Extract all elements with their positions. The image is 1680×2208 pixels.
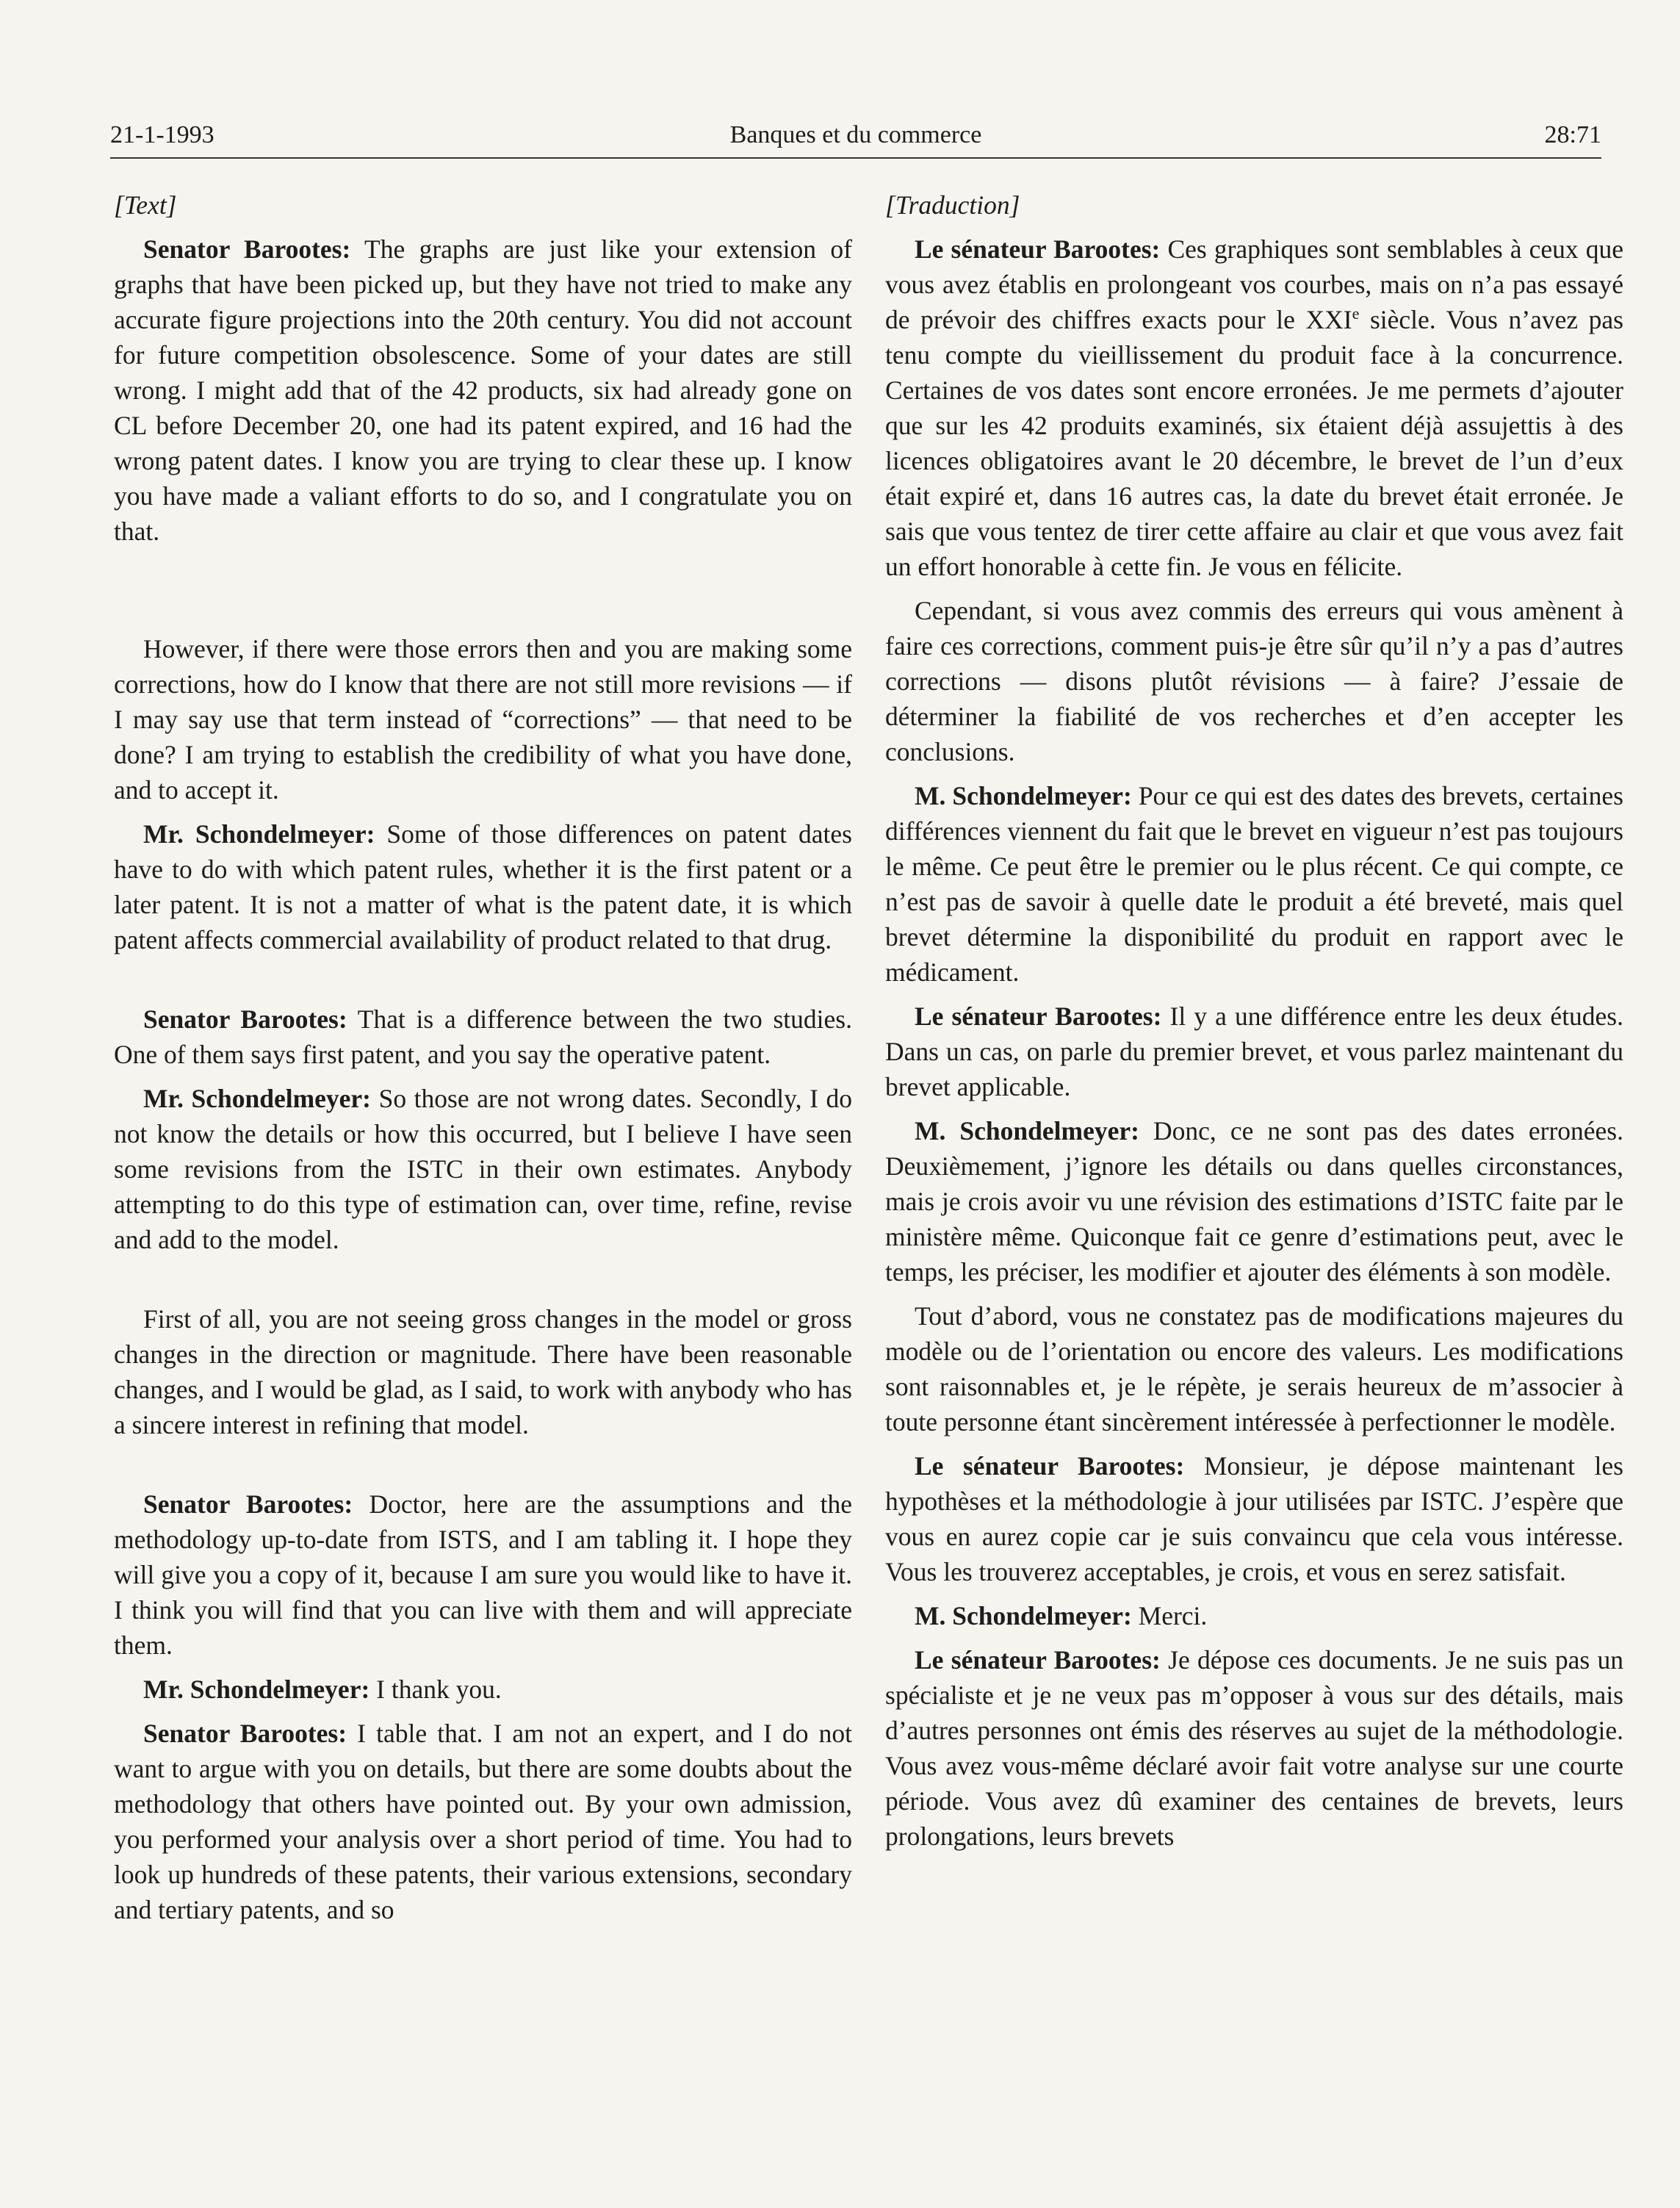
paragraph bbox=[885, 593, 1623, 769]
paragraph bbox=[114, 1672, 852, 1707]
speech-text: siècle. Vous n’avez pas tenu compte du vieillissement du produit face à la concurrence. Certaines de vos dates sont encore erronées. Je me permets d’ajouter que sur les 42 produits examinés, six étaient déjà assujettis à des licences obligatoires avant le 20 décembre, le brevet de l’un d’eux était expiré et, dans 16 autres cas, la date du brevet était erronée. Je sais que vous tentez de tirer cette affaire au clair et que vous avez fait un effort honorable à cette fin. Je vous en félicite. bbox=[885, 305, 1623, 581]
paragraph bbox=[885, 1642, 1623, 1854]
header-date: 21-1-1993 bbox=[110, 121, 214, 148]
paragraph bbox=[114, 1001, 852, 1072]
speech-text: So those are not wrong dates. Secondly, I do not know the details or how this occurred, but I believe I have seen some revisions from the ISTC in their own estimates. Anybody attempting to do this type of estimation can, over time, refine, revise and add to the model. bbox=[114, 1084, 852, 1254]
paragraph bbox=[885, 999, 1623, 1104]
english-column bbox=[114, 187, 852, 1927]
speech-text: Some of those differences on patent dates have to do with which patent rules, whether it is the first patent or a later patent. It is not a matter of what is the patent date, it is which patent affects commercial availability of product related to that drug. bbox=[114, 819, 852, 954]
speaker-name: Senator Barootes: bbox=[143, 1719, 347, 1748]
header-title: Banques et du commerce bbox=[729, 121, 982, 148]
superscript: e bbox=[1352, 304, 1360, 323]
paragraph bbox=[114, 1486, 852, 1663]
paragraph bbox=[885, 1448, 1623, 1589]
speech-text: Merci. bbox=[1131, 1601, 1208, 1630]
speech-text: Ces graphiques sont semblables à ceux que vous avez établis en prolongeant vos courbes, mais on n’a pas essayé de prévoir des chiffres exacts pour le XXI bbox=[885, 234, 1623, 334]
speaker-name: M. Schondelmeyer: bbox=[915, 1601, 1132, 1630]
speech-text: Donc, ce ne sont pas des dates erronées. Deuxièmement, j’ignore les détails ou dans quelles circonstances, mais je crois avoir vu une révision des estimations d’ISTC faite par le ministère même. Quiconque fait ce genre d’estimations peut, avec le temps, les préciser, les modifier et ajouter des éléments à son modèle. bbox=[885, 1116, 1623, 1287]
paragraph bbox=[114, 816, 852, 957]
paragraph bbox=[885, 1298, 1623, 1439]
speaker-name: Mr. Schondelmeyer: bbox=[143, 819, 375, 849]
speaker-name: Senator Barootes: bbox=[143, 1004, 347, 1034]
paragraph bbox=[114, 1301, 852, 1442]
paragraph bbox=[885, 1113, 1623, 1290]
speaker-name: Senator Barootes: bbox=[143, 1489, 353, 1519]
paragraph bbox=[885, 778, 1623, 990]
speech-text: Cependant, si vous avez commis des erreurs qui vous amènent à faire ces corrections, comment puis-je être sûr qu’il n’y a pas d’autres corrections — disons plutôt révisions — à faire? J’essaie de déterminer la fiabilité de vos recherches et d’en accepter les conclusions. bbox=[885, 596, 1623, 766]
speaker-name: Le sénateur Barootes: bbox=[915, 1451, 1185, 1481]
speech-text: Il y a une différence entre les deux études. Dans un cas, on parle du premier brevet, et vous parlez maintenant du brevet applicable. bbox=[885, 1001, 1623, 1101]
speech-text: I table that. I am not an expert, and I do not want to argue with you on details, but there are some doubts about the methodology that others have pointed out. By your own admission, you performed your analysis over a short period of time. You had to look up hundreds of these patents, their various extensions, secondary and tertiary patents, and so bbox=[114, 1719, 852, 1924]
paragraph bbox=[114, 631, 852, 808]
section-label: [Traduction] bbox=[885, 190, 1020, 220]
page-header bbox=[110, 121, 1601, 154]
speaker-name: M. Schondelmeyer: bbox=[915, 1116, 1139, 1146]
french-column bbox=[885, 187, 1623, 1854]
paragraph bbox=[114, 1716, 852, 1927]
speech-text: Je dépose ces documents. Je ne suis pas un spécialiste et je ne veux pas m’opposer à vous sur des détails, mais d’autres personnes ont émis des réserves au sujet de la méthodologie. Vous avez vous-même déclaré avoir fait votre analyse sur une courte période. Vous avez dû examiner des centaines de brevets, leurs prolongations, leurs brevets bbox=[885, 1645, 1623, 1851]
speech-text: Doctor, here are the assumptions and the methodology up-to-date from ISTS, and I am tabling it. I hope they will give you a copy of it, because I am sure you would like to have it. I think you will find that you can live with them and will appreciate them. bbox=[114, 1489, 852, 1660]
paragraph bbox=[885, 1598, 1623, 1633]
section-label: [Text] bbox=[114, 190, 177, 220]
speech-text: First of all, you are not seeing gross changes in the model or gross changes in the direction or magnitude. There have been reasonable changes, and I would be glad, as I said, to work with anybody who has a sincere interest in refining that model. bbox=[114, 1304, 852, 1439]
speech-text: The graphs are just like your extension of graphs that have been picked up, but they have not tried to make any accurate figure projections into the 20th century. You did not account for future competition obsolescence. Some of your dates are still wrong. I might add that of the 42 products, six had already gone on CL before December 20, one had its patent expired, and 16 had the wrong patent dates. I know you are trying to clear these up. I know you have made a valiant efforts to do so, and I congratulate you on that. bbox=[114, 234, 852, 546]
speech-text: Pour ce qui est des dates des brevets, certaines différences viennent du fait que le brevet en vigueur n’est pas toujours le même. Ce peut être le premier ou le plus récent. Ce qui compte, ce n’est pas de savoir à quelle date le produit a été breveté, mais quel brevet détermine la disponibilité du produit en rapport avec le médicament. bbox=[885, 781, 1623, 987]
speaker-name: Le sénateur Barootes: bbox=[915, 234, 1161, 264]
speech-text: Tout d’abord, vous ne constatez pas de modifications majeures du modèle ou de l’orientation ou encore des valeurs. Les modifications sont raisonnables et, je le répète, je serais heureux de m’associer à toute personne étant sincèrement intéressée à perfectionner le modèle. bbox=[885, 1301, 1623, 1436]
speaker-name: Mr. Schondelmeyer: bbox=[143, 1675, 370, 1704]
speaker-name: Le sénateur Barootes: bbox=[915, 1001, 1162, 1031]
header-rule bbox=[110, 157, 1601, 159]
paragraph bbox=[885, 231, 1623, 584]
speaker-name: Le sénateur Barootes: bbox=[915, 1645, 1161, 1675]
speaker-name: Mr. Schondelmeyer: bbox=[143, 1084, 371, 1113]
paragraph bbox=[114, 231, 852, 549]
header-page-number: 28:71 bbox=[1544, 121, 1601, 148]
speech-text: I thank you. bbox=[369, 1675, 502, 1704]
speaker-name: Senator Barootes: bbox=[143, 234, 351, 264]
speech-text: However, if there were those errors then and you are making some corrections, how do I know that there are not still more revisions — if I may say use that term instead of “corrections” — that need to be done? I am trying to establish the credibility of what you have done, and to accept it. bbox=[114, 634, 852, 805]
speech-text: Monsieur, je dépose maintenant les hypothèses et la méthodologie à jour utilisées par ISTC. J’espère que vous en aurez copie car je suis convaincu que cela vous intéresse. Vous les trouverez acceptables, je crois, et vous en serez satisfait. bbox=[885, 1451, 1623, 1586]
speaker-name: M. Schondelmeyer: bbox=[915, 781, 1132, 810]
speech-text: That is a difference between the two studies. One of them says first patent, and you say the operative patent. bbox=[114, 1004, 852, 1069]
paragraph bbox=[114, 1081, 852, 1257]
